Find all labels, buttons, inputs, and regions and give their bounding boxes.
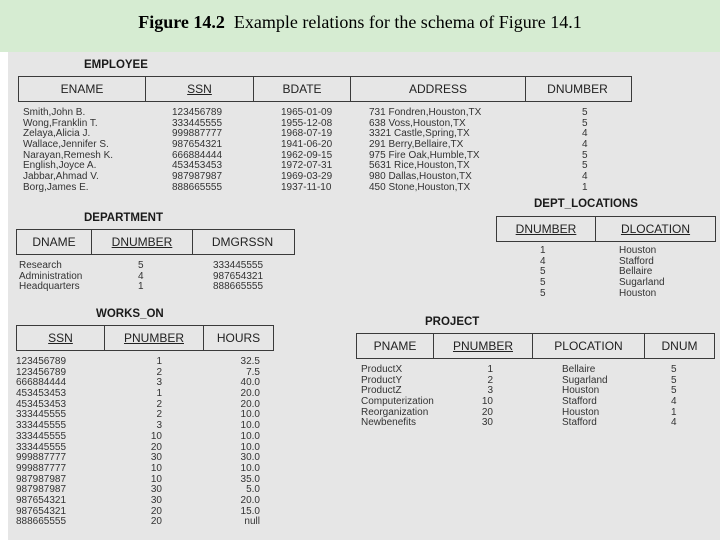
employee-cell: English,Joyce A. <box>23 160 97 172</box>
works-on-cell: 20 <box>150 441 162 453</box>
works-on-cell: 30 <box>150 452 162 464</box>
department-cell: 4 <box>138 270 144 282</box>
department-cell: 333445555 <box>213 260 264 271</box>
project-cell: Newbenefits <box>361 417 417 429</box>
department-cell: 987654321 <box>213 270 264 282</box>
employee-cell: 666884444 <box>172 149 223 161</box>
project-col-plocation: PLOCATION <box>533 334 645 358</box>
works-on-cell: 10.0 <box>240 462 260 474</box>
project-cell: 20 <box>481 406 493 418</box>
dept-locations-cell: 5 <box>540 266 546 278</box>
works-on-cell: 2 <box>156 409 162 421</box>
employee-cell: 5 <box>582 117 588 129</box>
employee-cell: Zelaya,Alicia J. <box>23 128 91 140</box>
employee-cell: 999887777 <box>172 128 223 140</box>
project-cell: ProductZ <box>361 385 402 397</box>
works-on-cell: 1 <box>156 388 162 400</box>
dept-locations-cell: 5 <box>540 277 546 289</box>
project-cell: 30 <box>481 417 493 429</box>
works-on-cell: 888665555 <box>16 516 67 528</box>
works-on-cell: 10.0 <box>240 409 260 421</box>
works-on-cell: 30 <box>150 484 162 496</box>
project-cell: Bellaire <box>562 364 596 375</box>
employee-cell: 4 <box>582 139 588 151</box>
project-col-pnumber-label: PNUMBER <box>452 339 513 353</box>
project-cell: 5 <box>671 374 677 386</box>
project-col-dnum: DNUM <box>661 339 698 353</box>
dept-locations-cell: 4 <box>540 255 546 267</box>
department-cell: 888665555 <box>213 281 264 293</box>
dept-locations-col-dlocation-label: DLOCATION <box>620 222 691 236</box>
works-on-cell: 10 <box>150 462 162 474</box>
dept-locations-cell: Houston <box>619 287 657 299</box>
project-cell: Stafford <box>562 417 597 429</box>
project-cell: 10 <box>481 396 493 408</box>
figure-number: Figure 14.2 <box>138 12 225 32</box>
employee-cell: 1941-06-20 <box>281 139 333 151</box>
employee-cell: Wallace,Jennifer S. <box>23 139 109 151</box>
employee-cell: 5 <box>582 160 588 172</box>
works-on-cell: 333445555 <box>16 420 67 432</box>
works-on-cell: 1 <box>156 356 162 367</box>
works-on-cell: 40.0 <box>240 377 260 389</box>
project-cell: ProductX <box>361 364 403 375</box>
works-on-cell: 10.0 <box>240 420 260 432</box>
employee-cell: 453453453 <box>172 160 223 172</box>
works-on-cell: 987987987 <box>16 484 67 496</box>
project-col-pnumber <box>434 334 533 358</box>
project-col-pname: PNAME <box>357 334 434 358</box>
works-on-cell: 20.0 <box>240 388 260 400</box>
project-cell: Houston <box>562 406 600 418</box>
works-on-cell: 3 <box>156 420 162 432</box>
project-cell: 4 <box>671 396 677 408</box>
works-on-cell: 987654321 <box>16 505 67 517</box>
employee-cell: 975 Fire Oak,Humble,TX <box>369 149 480 161</box>
employee-cell: 987987987 <box>172 171 223 183</box>
project-cell: 5 <box>671 364 677 375</box>
employee-col-dnumber: DNUMBER <box>547 82 608 96</box>
employee-cell: Jabbar,Ahmad V. <box>23 171 99 183</box>
employee-cell: Smith,John B. <box>23 107 86 118</box>
project-table-name: PROJECT <box>425 316 480 328</box>
employee-cell: 333445555 <box>172 117 223 129</box>
project-cell: 1 <box>487 364 493 375</box>
works-on-cell: 10 <box>150 430 162 442</box>
dept-locations-col-dlocation <box>596 217 715 241</box>
employee-cell: 4 <box>582 171 588 183</box>
employee-col-bdate: BDATE <box>254 77 351 101</box>
works-on-cell: null <box>244 516 260 528</box>
employee-cell: 4 <box>582 128 588 140</box>
works-on-cell: 2 <box>156 398 162 410</box>
employee-cell: 1972-07-31 <box>281 160 333 172</box>
works-on-cell: 7.5 <box>246 366 260 378</box>
project-cell: Sugarland <box>562 374 608 386</box>
employee-cell: 1937-11-10 <box>281 181 332 193</box>
works-on-cell: 666884444 <box>16 377 67 389</box>
dept-locations-cell: 1 <box>540 245 546 256</box>
works-on-cell: 3 <box>156 377 162 389</box>
relations-figure <box>8 52 720 540</box>
employee-header <box>18 76 632 102</box>
dept-locations-col-dnumber <box>497 217 596 241</box>
works-on-cell: 15.0 <box>240 505 260 517</box>
department-cell: Research <box>19 260 62 271</box>
works-on-cell: 30.0 <box>240 452 260 464</box>
dept-locations-col-dnumber-label: DNUMBER <box>515 222 577 236</box>
figure-caption-text: Example relations for the schema of Figure 14.1 <box>233 12 582 32</box>
employee-cell: 980 Dallas,Houston,TX <box>369 171 472 183</box>
works-on-col-ssn <box>17 326 105 350</box>
employee-cell: 1969-03-29 <box>281 171 333 183</box>
employee-cell: 1962-09-15 <box>281 149 333 161</box>
project-cell: 4 <box>671 417 677 429</box>
works-on-cell: 10 <box>150 473 162 485</box>
department-cell: 5 <box>138 260 144 271</box>
department-col-dmgrssn: DMGRSSN <box>211 235 274 249</box>
department-col-dnumber-label: DNUMBER <box>111 235 173 249</box>
works-on-cell: 32.5 <box>240 356 260 367</box>
employee-cell: 1 <box>582 181 588 193</box>
department-cell: Administration <box>19 270 83 282</box>
works-on-cell: 10.0 <box>240 441 260 453</box>
works-on-cell: 333445555 <box>16 430 67 442</box>
project-cell: Computerization <box>361 396 434 408</box>
dept-locations-cell: Sugarland <box>619 277 665 289</box>
project-cell: Stafford <box>562 396 597 408</box>
employee-cell: 638 Voss,Houston,TX <box>369 117 466 129</box>
figure-caption <box>0 12 720 33</box>
works-on-cell: 453453453 <box>16 388 67 400</box>
works-on-cell: 453453453 <box>16 398 67 410</box>
works-on-col-pnumber-label: PNUMBER <box>123 331 184 345</box>
department-col-dnumber <box>92 230 193 254</box>
project-cell: Houston <box>562 385 600 397</box>
project-cell: Reorganization <box>361 406 429 418</box>
employee-cell: 123456789 <box>172 107 223 118</box>
employee-cell: 5 <box>582 107 588 118</box>
works-on-col-hours: HOURS <box>216 331 261 345</box>
employee-cell: 291 Berry,Bellaire,TX <box>369 139 464 151</box>
department-col-dname: DNAME <box>17 230 92 254</box>
dept-locations-cell: Stafford <box>619 255 654 267</box>
project-cell: ProductY <box>361 374 403 386</box>
works-on-cell: 30 <box>150 494 162 506</box>
works-on-col-pnumber <box>105 326 204 350</box>
employee-cell: 1955-12-08 <box>281 117 333 129</box>
employee-cell: 888665555 <box>172 181 223 193</box>
works-on-cell: 123456789 <box>16 356 67 367</box>
employee-cell: 5 <box>582 149 588 161</box>
employee-table-name: EMPLOYEE <box>84 59 148 71</box>
works-on-cell: 987987987 <box>16 473 67 485</box>
employee-cell: Wong,Franklin T. <box>23 117 98 129</box>
project-cell: 3 <box>487 385 493 397</box>
project-header <box>356 333 715 359</box>
employee-cell: 5631 Rice,Houston,TX <box>369 160 470 172</box>
employee-cell: Borg,James E. <box>23 181 89 193</box>
employee-cell: 1965-01-09 <box>281 107 333 118</box>
works-on-col-ssn-label: SSN <box>48 331 73 345</box>
dept-locations-table-name: DEPT_LOCATIONS <box>534 198 638 210</box>
employee-cell: 450 Stone,Houston,TX <box>369 181 471 193</box>
department-table-name: DEPARTMENT <box>84 212 164 224</box>
works-on-table-name: WORKS_ON <box>96 308 164 320</box>
project-cell: 5 <box>671 385 677 397</box>
works-on-cell: 10.0 <box>240 430 260 442</box>
department-header <box>16 229 295 255</box>
works-on-cell: 333445555 <box>16 441 67 453</box>
employee-col-ssn <box>146 77 254 101</box>
works-on-cell: 35.0 <box>240 473 260 485</box>
figure-caption-bar <box>0 0 720 52</box>
project-cell: 1 <box>671 406 677 418</box>
works-on-cell: 5.0 <box>246 484 260 496</box>
employee-cell: 3321 Castle,Spring,TX <box>369 128 470 140</box>
works-on-cell: 20.0 <box>240 398 260 410</box>
employee-col-address: ADDRESS <box>351 77 526 101</box>
works-on-cell: 20 <box>150 505 162 517</box>
dept-locations-header <box>496 216 716 242</box>
works-on-cell: 333445555 <box>16 409 67 421</box>
works-on-cell: 20 <box>150 516 162 528</box>
employee-cell: 731 Fondren,Houston,TX <box>369 107 482 118</box>
employee-col-ssn-label: SSN <box>187 82 212 96</box>
department-cell: Headquarters <box>19 281 80 293</box>
works-on-cell: 20.0 <box>240 494 260 506</box>
dept-locations-cell: Houston <box>619 245 657 256</box>
employee-cell: 987654321 <box>172 139 223 151</box>
dept-locations-cell: 5 <box>540 287 546 299</box>
works-on-cell: 2 <box>156 366 162 378</box>
works-on-cell: 999887777 <box>16 462 67 474</box>
works-on-header <box>16 325 274 351</box>
employee-cell: Narayan,Remesh K. <box>23 149 114 161</box>
works-on-cell: 123456789 <box>16 366 67 378</box>
employee-col-ename: ENAME <box>19 77 146 101</box>
department-cell: 1 <box>138 281 144 293</box>
employee-cell: 1968-07-19 <box>281 128 333 140</box>
project-cell: 2 <box>487 374 493 386</box>
dept-locations-cell: Bellaire <box>619 266 653 278</box>
works-on-cell: 987654321 <box>16 494 67 506</box>
works-on-cell: 999887777 <box>16 452 67 464</box>
